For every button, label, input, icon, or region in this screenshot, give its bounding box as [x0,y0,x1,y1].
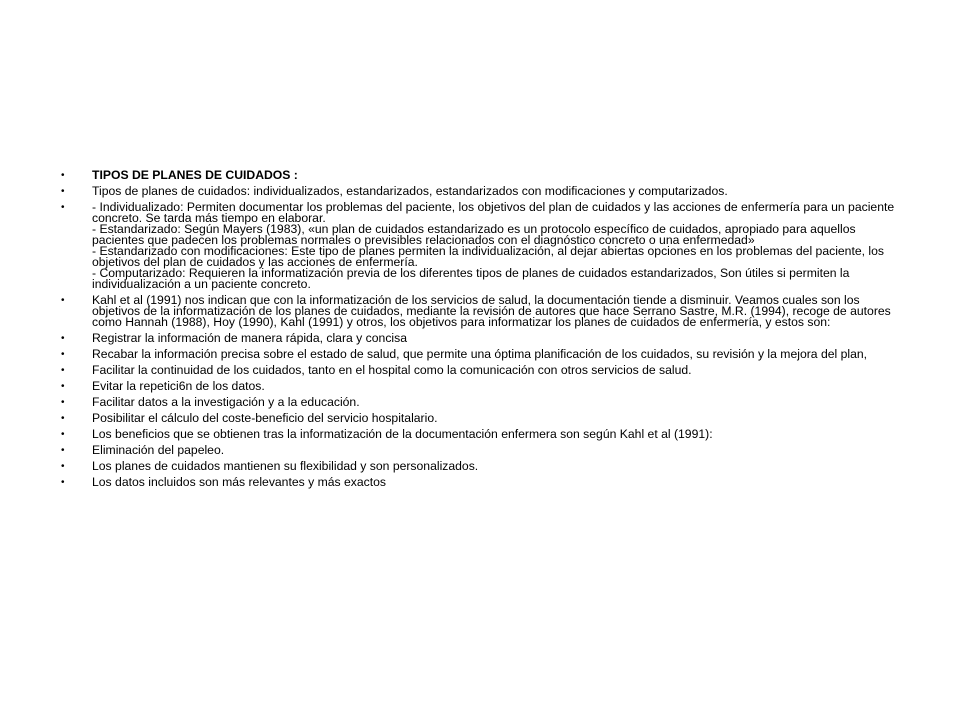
bullet-icon: • [61,397,65,408]
list-item [56,295,896,328]
list-item-text [92,461,896,472]
list-item-text [92,333,896,344]
list-item [56,202,896,290]
bullet-icon: • [61,186,65,197]
list-item-paragraph: Facilitar datos a la investigación y a la educación. [92,395,360,409]
list-item [56,186,896,197]
list-item [56,445,896,456]
list-item-paragraph: Los planes de cuidados mantienen su flexibilidad y son personalizados. [92,459,479,473]
bullet-icon: • [61,477,65,488]
bullet-icon: • [61,295,65,306]
list-item-text [92,413,896,424]
bullet-icon: • [61,461,65,472]
list-item-paragraph: - Individualizado: Permiten documentar los problemas del paciente, los objetivos del plan de cuidados y las acciones de enfermería para un paciente concreto. Se tarda más tiempo en elaborar. [92,200,895,225]
list-item-paragraph: Registrar la información de manera rápida, clara y concisa [92,331,407,345]
list-item [56,333,896,344]
list-item [56,461,896,472]
bullet-list [56,170,896,493]
list-item-text [92,397,896,408]
list-item [56,397,896,408]
list-item-paragraph: Evitar la repetici6n de los datos. [92,379,265,393]
bullet-icon: • [61,349,65,360]
list-item [56,381,896,392]
list-item [56,365,896,376]
list-item-text [92,445,896,456]
list-item-paragraph: - Computarizado: Requieren la informatización previa de los diferentes tipos de planes de cuidados estandarizados, Son útiles si permiten la individualización a un paciente concreto. [92,266,850,291]
slide-title: TIPOS DE PLANES DE CUIDADOS : [92,168,298,182]
list-item-text [92,202,896,290]
list-item-paragraph: Tipos de planes de cuidados: individualizados, estandarizados, estandarizados con modificaciones y computarizados. [92,184,728,198]
list-item [56,413,896,424]
list-item-text [92,365,896,376]
list-item-text [92,295,896,328]
list-item-paragraph: Los datos incluidos son más relevantes y más exactos [92,475,386,489]
list-item-paragraph: Eliminación del papeleo. [92,443,225,457]
bullet-icon: • [61,202,65,213]
list-item-text [92,477,896,488]
list-item-paragraph: - Estandarizado con modificaciones: Este tipo de planes permiten la individualización, al dejar abiertas opciones en los problemas del paciente, los objetivos del plan de cuidados y las acciones de enfermería. [92,244,884,269]
bullet-icon: • [61,429,65,440]
list-item [56,477,896,488]
list-item-paragraph: - Estandarizado: Según Mayers (1983), «un plan de cuidados estandarizado es un protocolo específico de cuidados, apropiado para aquellos pacientes que padecen los problemas normales o previsibles relacionados con el diagnóstico concreto o una enfermedad» [92,222,856,247]
list-item-paragraph: Kahl et al (1991) nos indican que con la informatización de los servicios de salud, la documentación tiende a disminuir. Veamos cuales son los objetivos de la informatización de los planes de cuidados, mediante la revisión de autores que hace Serrano Sastre, M.R. (1994), recoge de autores como Hannah (1988), Hoy (1990), Kahl (1991) y otros, los objetivos para informatizar los planes de cuidados de enfermería, y estos son: [92,293,891,329]
bullet-icon: • [61,445,65,456]
list-item [56,349,896,360]
list-item [56,429,896,440]
bullet-icon: • [61,365,65,376]
list-item-title [56,170,896,181]
bullet-icon: • [61,381,65,392]
list-item-text [92,381,896,392]
list-item-text [92,186,896,197]
list-item-paragraph: Posibilitar el cálculo del coste-beneficio del servicio hospitalario. [92,411,438,425]
list-item-paragraph: Recabar la información precisa sobre el estado de salud, que permite una óptima planificación de los cuidados, su revisión y la mejora del plan, [92,347,868,361]
bullet-icon: • [61,333,65,344]
list-item-text [92,349,896,360]
list-item-paragraph: Los beneficios que se obtienen tras la informatización de la documentación enfermera son según Kahl et al (1991): [92,427,713,441]
list-item-text [92,429,896,440]
list-item-paragraph: Facilitar la continuidad de los cuidados, tanto en el hospital como la comunicación con otros servicios de salud. [92,363,692,377]
bullet-icon: • [61,170,65,181]
bullet-icon: • [61,413,65,424]
